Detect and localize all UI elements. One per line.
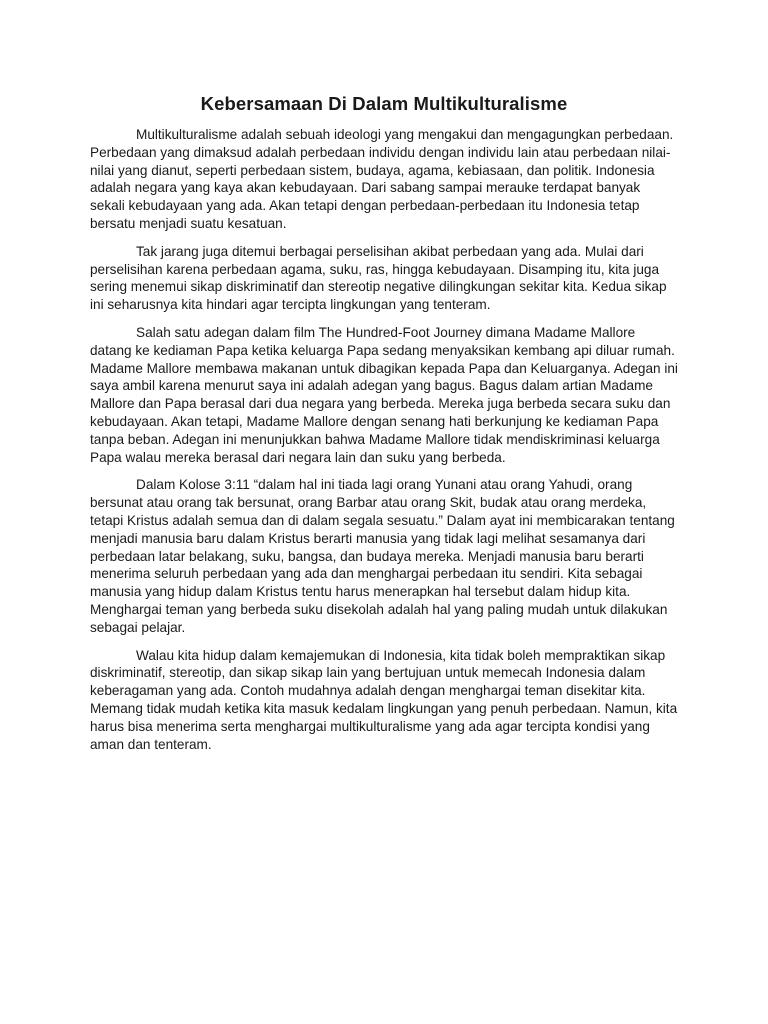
paragraph-4: Dalam Kolose 3:11 “dalam hal ini tiada lagi orang Yunani atau orang Yahudi, orang bersunat atau orang tak bersunat, orang Barbar atau orang Skit, budak atau orang merdeka, tetapi Kristus adalah semua dan di dalam segala sesuatu.” Dalam ayat ini membicarakan tentang menjadi manusia baru dalam Kristus berarti manusia yang tidak lagi melihat sesamanya dari perbedaan latar belakang, suku, bangsa, dan budaya mereka. Menjadi manusia baru berarti menerima seluruh perbedaan yang ada dan menghargai perbedaan itu sendiri. Kita sebagai manusia yang hidup dalam Kristus tentu harus menerapkan hal tersebut dalam hidup kita. Menghargai teman yang berbeda suku disekolah adalah hal yang paling mudah untuk dilakukan sebagai pelajar.: [90, 477, 675, 635]
paragraph-2: Tak jarang juga ditemui berbagai perselisihan akibat perbedaan yang ada. Mulai dari perselisihan karena perbedaan agama, suku, ras, hingga kebudayaan. Disamping itu, kita juga sering menemui sikap diskriminatif dan stereotip negative dilingkungan sekitar kita. Kedua sikap ini seharusnya kita hindari agar tercipta lingkungan yang tenteram.: [90, 243, 667, 313]
paragraph-1: Multikulturalisme adalah sebuah ideologi yang mengakui dan mengagungkan perbedaan. Perbedaan yang dimaksud adalah perbedaan individu dengan individu lain atau perbedaan nilai-nilai yang dianut, seperti perbedaan sistem, budaya, agama, kebiasaan, dan politik. Indonesia adalah negara yang kaya akan kebudayaan. Dari sabang sampai merauke terdapat banyak sekali kebudayaan yang ada. Akan tetapi dengan perbedaan-perbedaan itu Indonesia tetap bersatu menjadi suatu kesatuan.: [90, 127, 674, 231]
document-page: [90, 0, 678, 753]
document-title: Kebersamaan Di Dalam Multikulturalisme: [200, 93, 568, 114]
paragraph-3: Salah satu adegan dalam film The Hundred-Foot Journey dimana Madame Mallore datang ke kediaman Papa ketika keluarga Papa sedang menyaksikan kembang api diluar rumah. Madame Mallore membawa makanan untuk dibagikan kepada Papa dan Keluarganya. Adegan ini saya ambil karena menurut saya ini adalah adegan yang bagus. Bagus dalam artian Madame Mallore dan Papa berasal dari dua negara yang berbeda. Mereka juga berbeda secara suku dan kebudayaan. Akan tetapi, Madame Mallore dengan senang hati berkunjung ke kediaman Papa tanpa beban. Adegan ini menunjukkan bahwa Madame Mallore tidak mendiskriminasi keluarga Papa walau mereka berasal dari negara lain dan suku yang berbeda.: [90, 324, 678, 465]
paragraph-5: Walau kita hidup dalam kemajemukan di Indonesia, kita tidak boleh mempraktikan sikap diskriminatif, stereotip, dan sikap sikap lain yang bertujuan untuk memecah Indonesia dalam keberagaman yang ada. Contoh mudahnya adalah dengan menghargai teman disekitar kita. Memang tidak mudah ketika kita masuk kedalam lingkungan yang penuh perbedaan. Namun, kita harus bisa menerima serta menghargai multikulturalisme yang ada agar tercipta kondisi yang aman dan tenteram.: [90, 647, 678, 752]
